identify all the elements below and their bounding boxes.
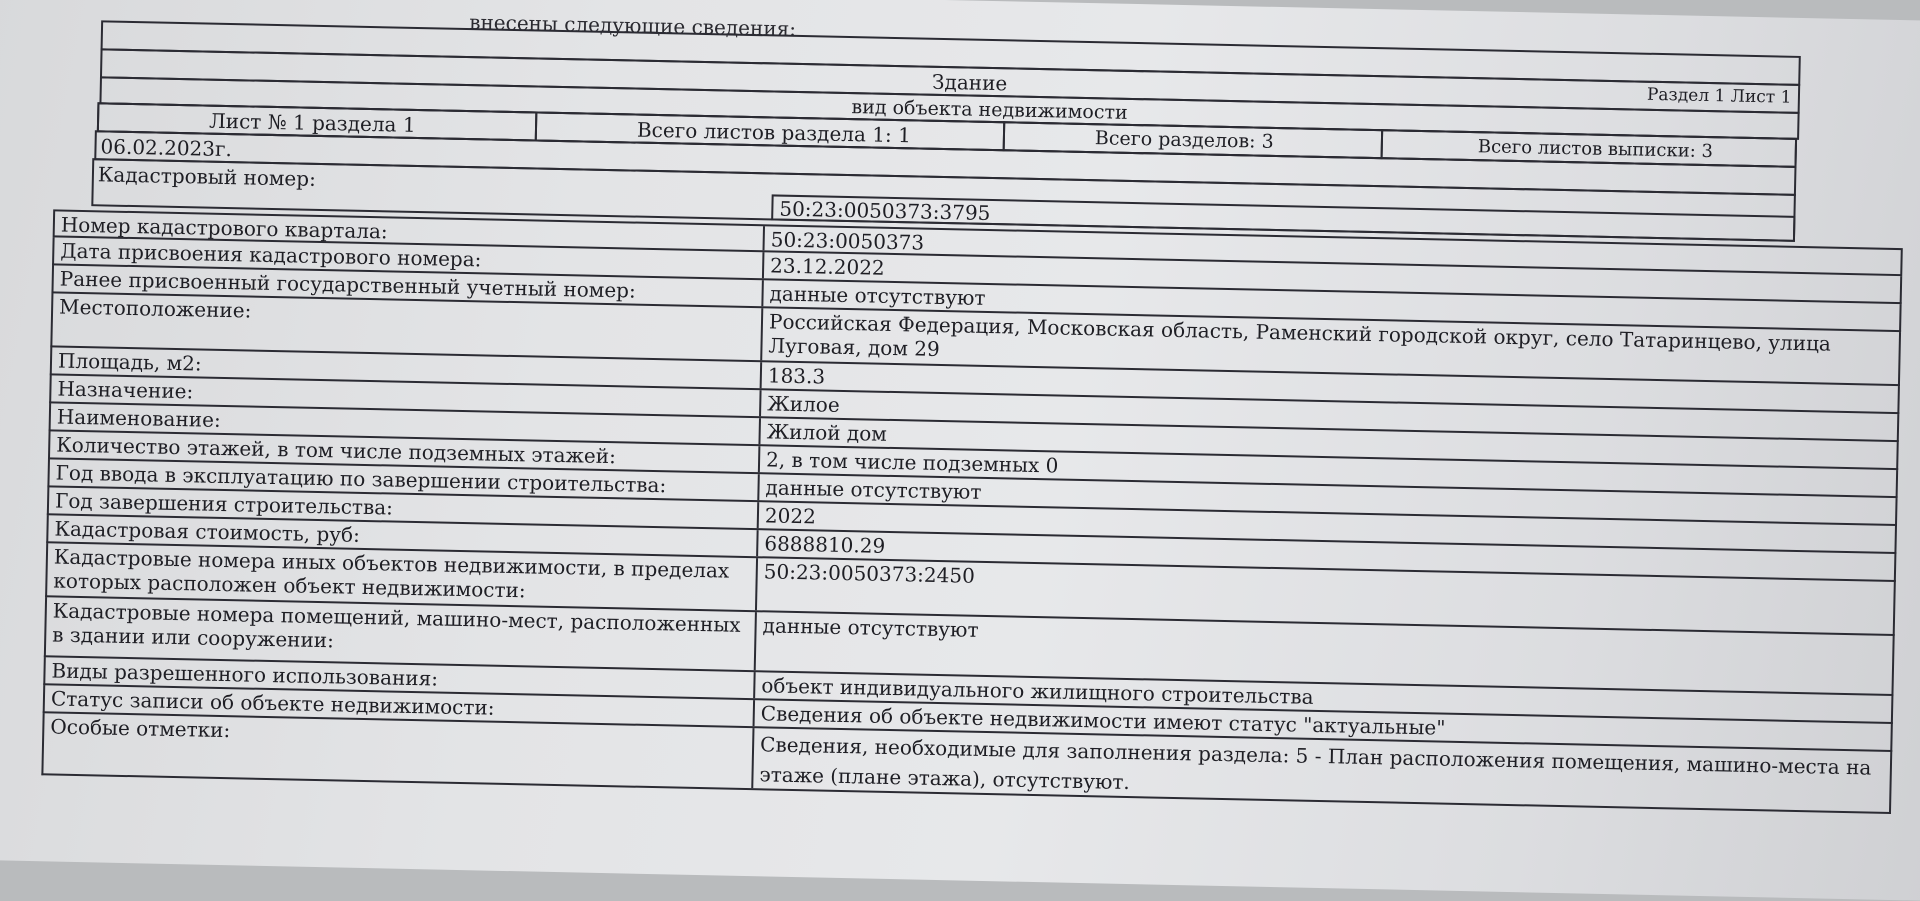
sheet-of-section: Лист № 1 раздела 1 [208, 108, 416, 137]
row-label: Особые отметки: [43, 713, 754, 788]
row-label: Номер кадастрового квартала: [55, 211, 765, 250]
row-value: 6888810.29 [764, 531, 886, 558]
row-value: Сведения об объекте недвижимости имеют статус "актуальные" [760, 701, 1446, 740]
row-label: Дата присвоения кадастрового номера: [54, 237, 764, 278]
row-value: объект индивидуального жилищного строительства [761, 673, 1314, 709]
cadastral-label: Кадастровый номер: [97, 162, 317, 191]
extract-date: 06.02.2023г. [100, 134, 233, 162]
row-value: данные отсутствуют [765, 475, 982, 504]
row-label: Наименование: [51, 403, 761, 444]
row-value: 183.3 [767, 363, 826, 389]
row-value: данные отсутствуют [769, 281, 986, 310]
row-value: Жилое [767, 391, 840, 417]
row-value: Российская Федерация, Московская область, Раменский городской округ, село Татаринцево, улица Луговая, дом 29 [768, 309, 1832, 361]
intro-text: внесены следующие сведения: [468, 10, 797, 41]
total-section-sheets: Всего листов раздела 1: 1 [636, 117, 912, 148]
total-extract-sheets: Всего листов выписки: 3 [1477, 136, 1714, 163]
row-value: 2022 [764, 503, 817, 529]
row-value: 50:23:0050373:2450 [763, 559, 976, 588]
row-value: 50:23:0050373 [770, 227, 925, 255]
row-value: 2, в том числе подземных 0 [765, 447, 1059, 478]
property-table [41, 209, 1902, 814]
row-label: Ранее присвоенный государственный учетный номер: [53, 265, 763, 306]
object-type: Здание [931, 69, 1008, 96]
row-value: Сведения, необходимые для заполнения раздела: 5 - План расположения помещения, машино-места на этаже (плане этажа), отсутствуют. [759, 732, 1872, 795]
row-value: 23.12.2022 [769, 253, 885, 280]
row-label: Кадастровые номера помещений, машино-мест, расположенных в здании или сооружении: [46, 597, 757, 670]
row-label: Назначение: [51, 375, 761, 416]
object-type-caption: вид объекта недвижимости [851, 96, 1128, 124]
row-value: Жилой дом [766, 419, 888, 446]
cadastral-value: 50:23:0050373:3795 [779, 196, 991, 225]
row-label: Площадь, м2: [52, 347, 762, 388]
total-sections: Всего разделов: 3 [1094, 127, 1274, 153]
row-value: данные отсутствуют [762, 613, 979, 642]
row-label: Год ввода в эксплуатацию по завершении строительства: [49, 459, 759, 500]
row-label: Кадастровая стоимость, руб: [48, 515, 758, 556]
row-label: Местоположение: [52, 293, 763, 360]
row-label: Количество этажей, в том числе подземных этажей: [50, 431, 760, 472]
row-label: Кадастровые номера иных объектов недвижимости, в пределах которых расположен объект недвижимости: [47, 543, 758, 610]
row-label: Виды разрешенного использования: [45, 657, 755, 698]
section-sheet-label: Раздел 1 Лист 1 [1646, 84, 1792, 108]
row-label: Статус записи об объекте недвижимости: [45, 685, 755, 726]
row-label: Год завершения строительства: [49, 487, 759, 528]
